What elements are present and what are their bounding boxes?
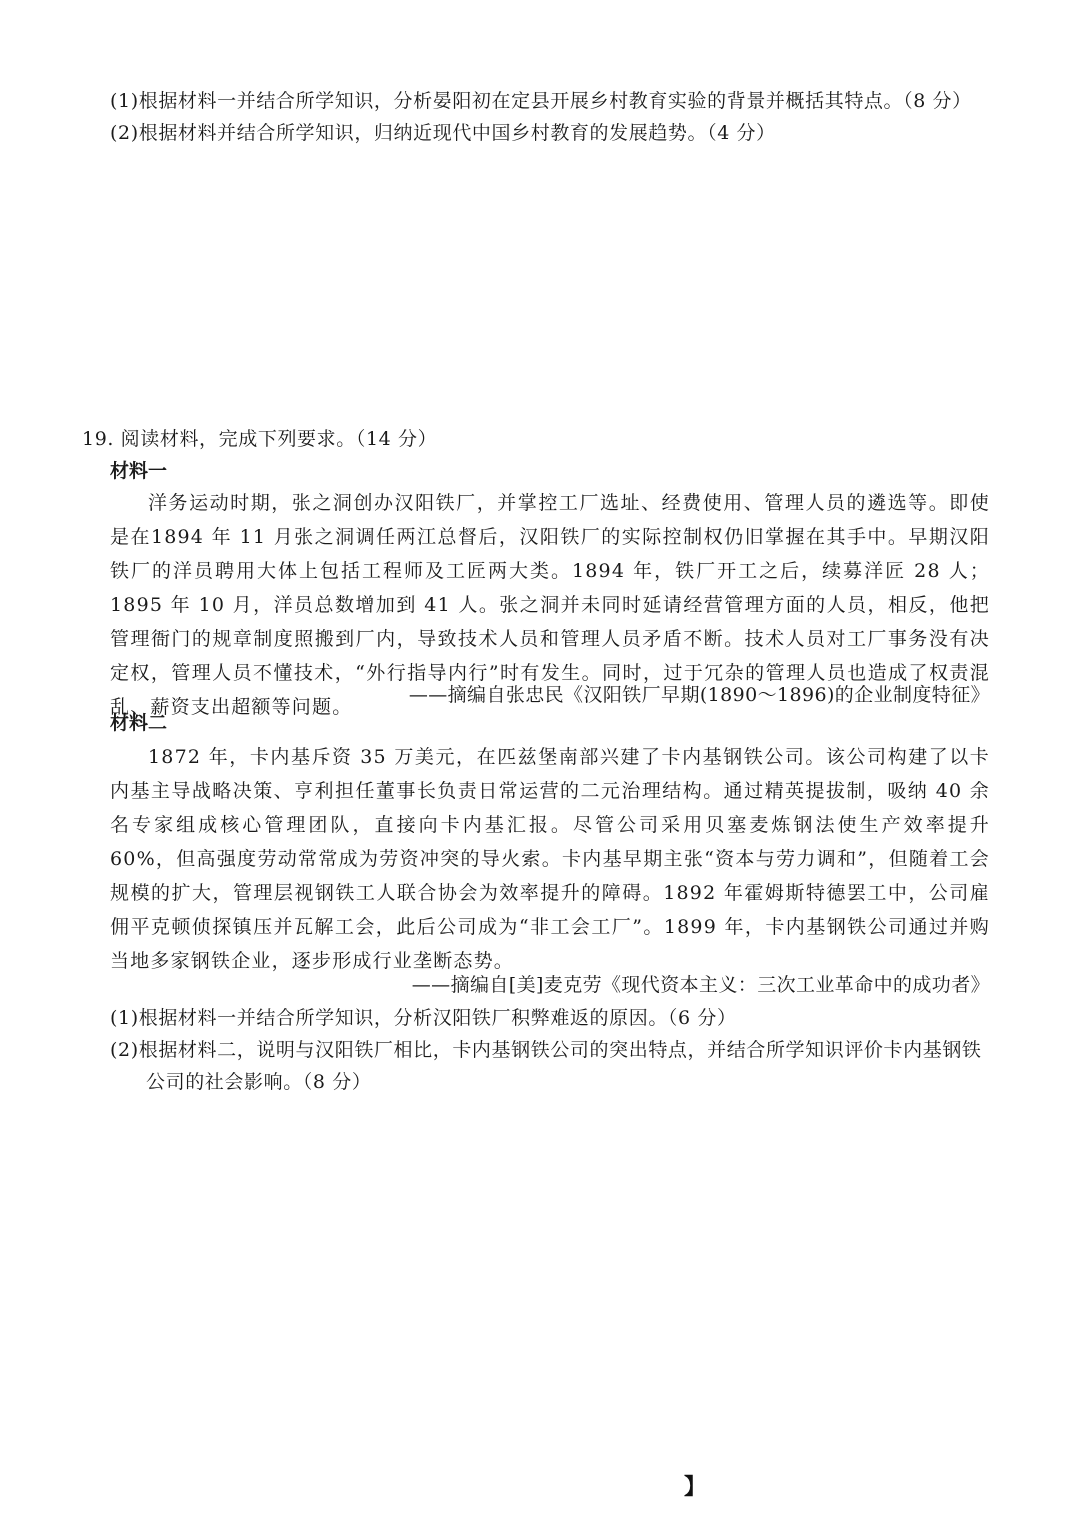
sub-question-1-text: (1)根据材料一并结合所学知识，分析汉阳铁厂积弊难返的原因。（6 分） xyxy=(110,1007,737,1029)
prev-question-1: (1)根据材料一并结合所学知识，分析晏阳初在定县开展乡村教育实验的背景并概括其特点。（8 分） xyxy=(110,90,972,112)
material-1-source: ——摘编自张忠民《汉阳铁厂早期(1890～1896)的企业制度特征》 xyxy=(408,684,990,706)
material-2-source: ——摘编自[美]麦克劳《现代资本主义：三次工业革命中的成功者》 xyxy=(411,974,990,996)
prev-question-2: (2)根据材料并结合所学知识，归纳近现代中国乡村教育的发展趋势。（4 分） xyxy=(110,122,776,144)
material-1-heading: 材料一 xyxy=(110,460,168,482)
sub-question-2-text: (2)根据材料二，说明与汉阳铁厂相比，卡内基钢铁公司的突出特点，并结合所学知识评价卡内基钢铁公司的社会影响。（8 分） xyxy=(110,1039,982,1093)
sub-question-2 xyxy=(110,1034,995,1098)
material-1-text: 洋务运动时期，张之洞创办汉阳铁厂，并掌控工厂选址、经费使用、管理人员的遴选等。即使是在1894 年 11 月张之洞调任两江总督后，汉阳铁厂的实际控制权仍旧掌握在其手中。早期汉阳铁厂的洋员聘用大体上包括工程师及工匠两大类。1894 年，铁厂开工之后，续募洋匠 28 人；1895 年 10 月，洋员总数增加到 41 人。张之洞并未同时延请经营管理方面的人员，相反，他把管理衙门的规章制度照搬到厂内，导致技术人员和管理人员矛盾不断。技术人员对工厂事务没有决定权，管理人员不懂技术，“外行指导内行”时有发生。同时，过于冗杂的管理人员也造成了权责混乱、薪资支出超额等问题。 xyxy=(110,492,990,718)
sub-question-1 xyxy=(110,1002,995,1034)
material-2-heading: 材料二 xyxy=(110,712,168,734)
material-2-text: 1872 年，卡内基斥资 35 万美元，在匹兹堡南部兴建了卡内基钢铁公司。该公司构建了以卡内基主导战略决策、亨利担任董事长负责日常运营的二元治理结构。通过精英提拔制，吸纳 40 余名专家组成核心管理团队，直接向卡内基汇报。尽管公司采用贝塞麦炼钢法使生产效率提升 60%，但高强度劳动常常成为劳资冲突的导火索。卡内基早期主张“资本与劳力调和”，但随着工会规模的扩大，管理层视钢铁工人联合协会为效率提升的障碍。1892 年霍姆斯特德罢工中，公司雇佣平克顿侦探镇压并瓦解工会，此后公司成为“非工会工厂”。1899 年，卡内基钢铁公司通过并购当地多家钢铁企业，逐步形成行业垄断态势。 xyxy=(110,746,990,972)
question-19-title: 19. 阅读材料，完成下列要求。（14 分） xyxy=(82,428,438,450)
page-mark: 】 xyxy=(684,1474,707,1500)
